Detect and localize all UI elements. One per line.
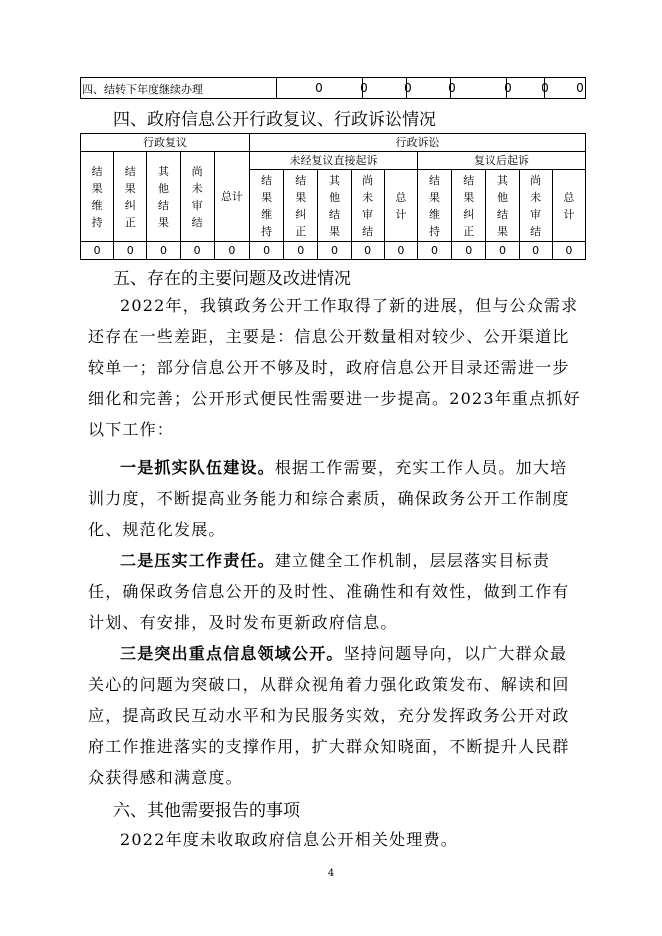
row-divider — [276, 78, 277, 98]
table-cell: 0 — [384, 242, 417, 260]
item3-text: 坚持问题导向，以广大群众最关心的问题为突破口，从群众视角着力强化政策发布、解读和回应，提高政民互动水平和为民服务实效，充分发挥政务公开对政府工作推进落实的支撑作用，扩大群众知晓面，不断提升人民群众获得感和满意度。 — [88, 644, 570, 787]
table-cell: 0 — [214, 242, 249, 260]
table-cell: 0 — [147, 242, 180, 260]
direct-col-header: 尚未审结 — [351, 170, 384, 242]
carryover-label: 四、结转下年度继续办理 — [82, 83, 203, 96]
carryover-value: 0 — [404, 81, 412, 95]
review-litigation-table — [80, 133, 586, 260]
after-col-header: 结果纠正 — [452, 170, 486, 242]
item2-title: 二是压实工作责任。 — [120, 551, 275, 570]
after-col-header: 总计 — [552, 170, 585, 242]
review-col-header: 尚未审结 — [180, 152, 214, 242]
carryover-value: 0 — [448, 81, 456, 95]
review-col-header: 结果维持 — [81, 152, 114, 242]
table-cell: 0 — [284, 242, 318, 260]
section5-item3 — [88, 638, 583, 793]
carryover-value: 0 — [576, 81, 584, 95]
table-cell: 0 — [351, 242, 384, 260]
section6-text: 2022年度未收取政府信息公开相关处理费。 — [120, 830, 458, 849]
group-litigation-header: 行政诉讼 — [249, 134, 585, 152]
section6-heading: 六、其他需要报告的事项 — [113, 801, 300, 821]
after-col-header: 结果维持 — [417, 170, 451, 242]
review-col-total-header: 总计 — [214, 152, 249, 242]
table-cell: 0 — [318, 242, 351, 260]
sub-direct-header: 未经复议直接起诉 — [249, 152, 417, 170]
table-cell: 0 — [452, 242, 486, 260]
section5-intro: 2022年，我镇政务公开工作取得了新的进展，但与公众需求还存在一些差距，主要是：信息公开数量相对较少、公开渠道比较单一；部分信息公开不够及时，政府信息公开目录还需进一步细化和完善；公开形式便民性需要进一步提高。2023年重点抓好以下工作： — [88, 296, 581, 439]
carryover-value: 0 — [541, 81, 549, 95]
page-number: 4 — [327, 868, 335, 879]
row-divider — [80, 78, 81, 98]
section5-item1 — [88, 452, 583, 545]
section5-item2 — [88, 545, 583, 638]
carryover-value: 0 — [315, 81, 323, 95]
sub-after-header: 复议后起诉 — [417, 152, 585, 170]
direct-col-header: 其他结果 — [318, 170, 351, 242]
direct-col-header: 总计 — [384, 170, 417, 242]
table-cell: 0 — [417, 242, 451, 260]
direct-col-header: 结果纠正 — [284, 170, 318, 242]
carryover-value: 0 — [360, 81, 368, 95]
item3-title: 三是突出重点信息领域公开。 — [120, 644, 344, 663]
after-col-header: 尚未审结 — [519, 170, 552, 242]
review-col-header: 其他结果 — [147, 152, 180, 242]
table-cell: 0 — [180, 242, 214, 260]
section5-heading: 五、存在的主要问题及改进情况 — [113, 269, 351, 289]
table-cell: 0 — [552, 242, 585, 260]
carryover-value: 0 — [504, 81, 512, 95]
table-cell: 0 — [519, 242, 552, 260]
item2-text: 建立健全工作机制，层层落实目标责任，确保政务信息公开的及时性、准确性和有效性，做到工作有计划、有安排，及时发布更新政府信息。 — [88, 551, 570, 632]
table-cell: 0 — [114, 242, 147, 260]
item1-text: 根据工作需要，充实工作人员。加大培训力度，不断提高业务能力和综合素质，确保政务公开工作制度化、规范化发展。 — [88, 458, 570, 539]
group-review-header: 行政复议 — [81, 134, 250, 152]
table-cell: 0 — [81, 242, 114, 260]
review-col-header: 结果纠正 — [114, 152, 147, 242]
after-col-header: 其他结果 — [486, 170, 519, 242]
table-cell: 0 — [249, 242, 283, 260]
table-cell: 0 — [486, 242, 519, 260]
carryover-row — [80, 77, 586, 99]
direct-col-header: 结果维持 — [249, 170, 283, 242]
section4-heading: 四、政府信息公开行政复议、行政诉讼情况 — [113, 110, 436, 130]
item1-title: 一是抓实队伍建设。 — [120, 458, 275, 477]
